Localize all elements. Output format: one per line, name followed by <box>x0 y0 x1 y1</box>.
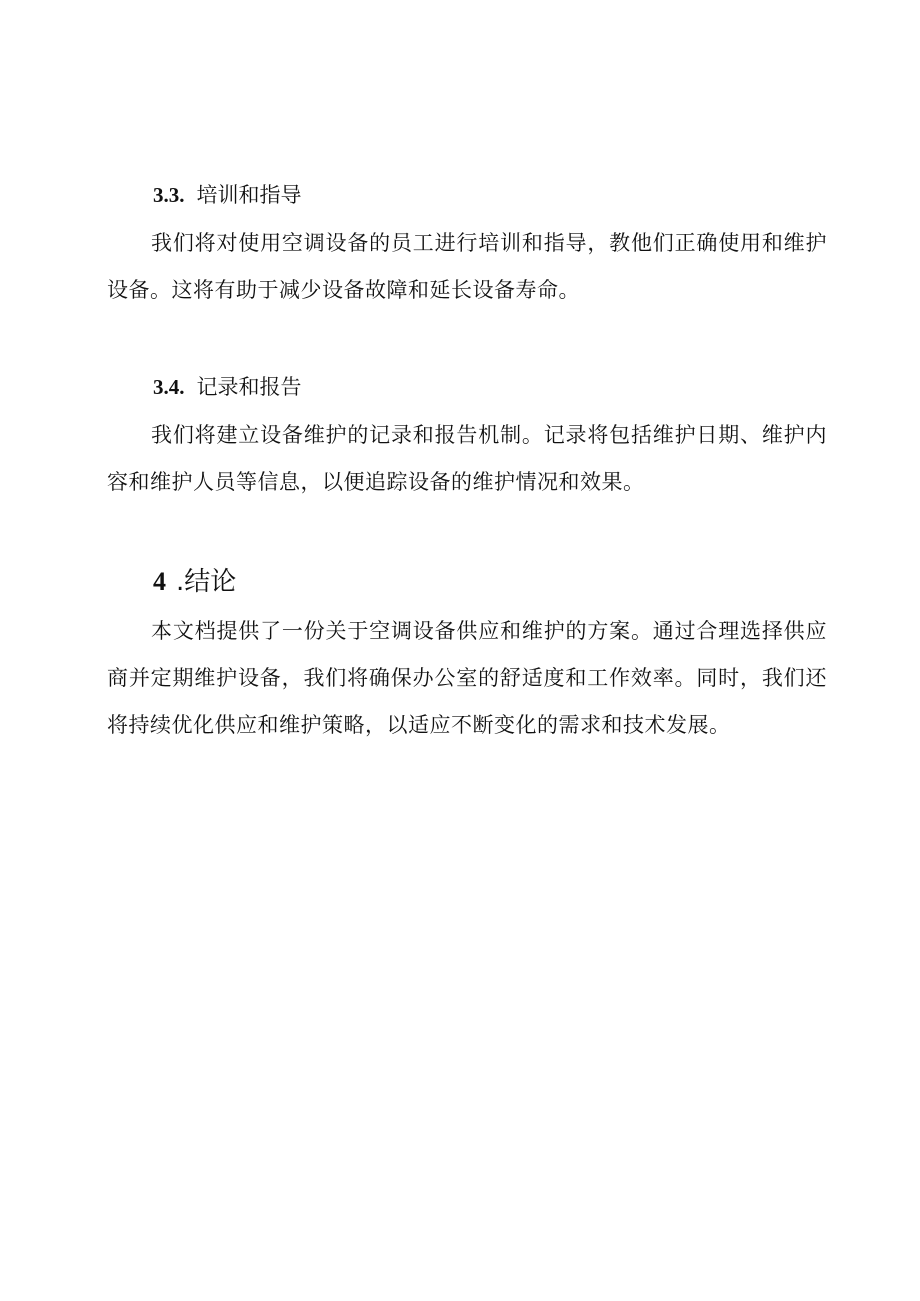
conclusion-number: 4 <box>153 567 166 596</box>
section-training <box>107 178 827 314</box>
section-paragraph: 我们将建立设备维护的记录和报告机制。记录将包括维护日期、维护内容和维护人员等信息，以便追踪设备的维护情况和效果。 <box>107 423 827 494</box>
section-heading <box>153 178 827 212</box>
section-title: 培训和指导 <box>196 183 302 207</box>
conclusion-heading <box>153 562 827 602</box>
section-heading <box>153 370 827 404</box>
section-conclusion <box>107 562 827 749</box>
section-number: 3.4. <box>153 375 185 399</box>
section-records <box>107 370 827 506</box>
conclusion-paragraph: 本文档提供了一份关于空调设备供应和维护的方案。通过合理选择供应商并定期维护设备，我们将确保办公室的舒适度和工作效率。同时，我们还将持续优化供应和维护策略，以适应不断变化的需求和技术发展。 <box>107 619 827 737</box>
section-paragraph: 我们将对使用空调设备的员工进行培训和指导，教他们正确使用和维护设备。这将有助于减少设备故障和延长设备寿命。 <box>107 231 827 302</box>
section-title: 记录和报告 <box>196 375 302 399</box>
section-number: 3.3. <box>153 183 185 207</box>
document-body <box>107 178 827 749</box>
conclusion-title: .结论 <box>176 567 237 597</box>
